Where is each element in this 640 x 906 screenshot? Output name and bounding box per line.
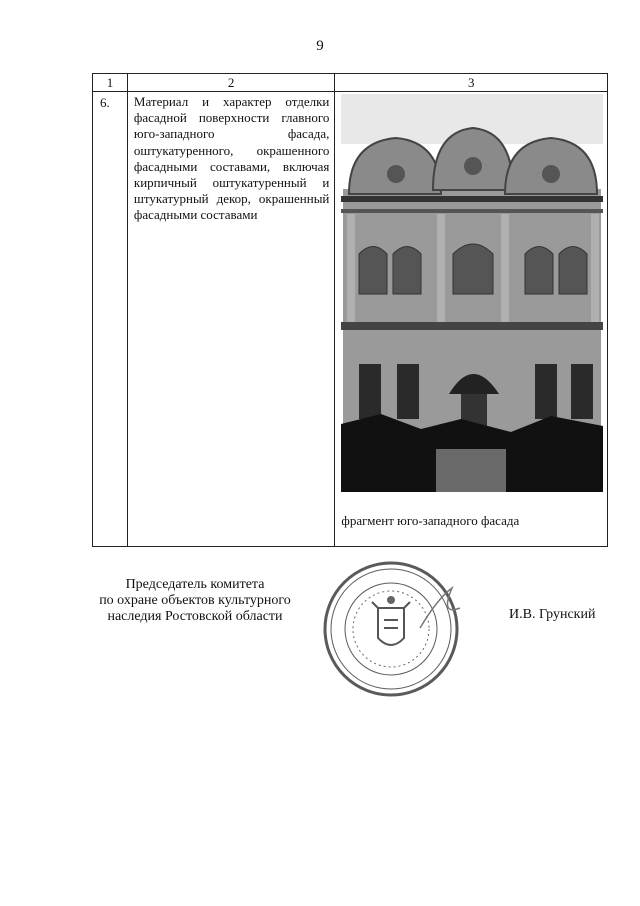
row-description: Материал и характер отделки фасадной поверхности главного юго-западного фасада, оштукатуренного, окрашенного фасадными составами, включая кирпичный оштукатуренный и штукатурный декор, окрашенный фасадными составами [127,92,334,547]
header-col-2: 2 [127,74,334,92]
description-table [92,73,608,547]
official-seal-icon [320,558,462,700]
row-number: 6. [93,92,128,547]
header-col-1: 1 [93,74,128,92]
title-line-2: по охране объектов культурного [99,593,291,608]
signatory-title [80,577,310,625]
page-number: 9 [316,38,324,54]
table-row [93,92,608,547]
photo-caption: фрагмент юго-западного фасада [341,513,520,528]
title-line-3: наследия Ростовской области [107,609,283,624]
table-header-row [93,74,608,92]
photo-cell [335,92,608,547]
header-col-3: 3 [335,74,608,92]
facade-photo [341,94,603,492]
title-line-1: Председатель комитета [125,577,265,592]
signer-name: И.В. Грунский [509,607,596,622]
